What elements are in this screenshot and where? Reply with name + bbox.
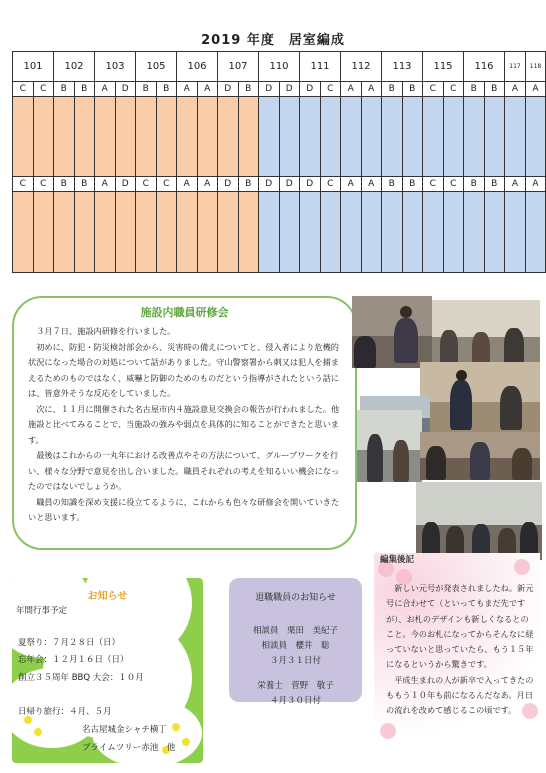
editor-afterword	[374, 553, 540, 750]
room-slot	[74, 97, 95, 177]
room-number: 118	[526, 52, 546, 82]
room-slot	[95, 192, 116, 273]
room-slot	[279, 97, 300, 177]
retirement-line: ３月３１日付	[269, 656, 321, 666]
retirement-line: 相談員 櫻井 聡	[261, 641, 330, 651]
room-slot	[74, 192, 95, 273]
notice-subheading: 年間行事予定	[16, 606, 68, 616]
room-slot	[238, 192, 259, 273]
room-code: D	[218, 177, 239, 192]
room-slot	[259, 97, 280, 177]
room-slot	[505, 97, 526, 177]
room-slot	[361, 97, 382, 177]
room-code: B	[238, 177, 259, 192]
training-photo	[432, 300, 540, 368]
retirement-line: 相談員 栗田 美紀子	[252, 626, 338, 636]
notice-line: 忘年会：１２月１６日（日）	[18, 655, 129, 665]
room-slot	[115, 97, 136, 177]
room-code: C	[136, 177, 157, 192]
room-code: A	[341, 177, 362, 192]
room-number: 117	[505, 52, 526, 82]
room-code: B	[464, 82, 485, 97]
room-code: B	[136, 82, 157, 97]
room-slot	[320, 192, 341, 273]
room-code: D	[300, 177, 321, 192]
room-code: A	[526, 82, 546, 97]
room-number-row	[13, 52, 546, 82]
room-code: D	[279, 82, 300, 97]
room-slot	[341, 192, 362, 273]
room-code: C	[33, 82, 54, 97]
training-paragraph: 初めに、防犯・防災検討部会から、災害時の備えについてと、侵入者により危機的状況になった場合の対処について話がありました。守山警察署から刺又は犯人を捕まえるためのものではなく、威嚇と防御のためのものだという指導がされたという話には、皆意外そうな反応をしていました。	[28, 341, 339, 398]
room-number: 112	[341, 52, 382, 82]
room-slot	[526, 192, 546, 273]
room-code: B	[464, 177, 485, 192]
room-code: C	[320, 82, 341, 97]
room-number: 110	[259, 52, 300, 82]
room-slot	[54, 97, 75, 177]
room-slot	[526, 97, 546, 177]
room-slot	[54, 192, 75, 273]
room-code: C	[320, 177, 341, 192]
room-code: D	[300, 82, 321, 97]
room-code: C	[13, 177, 34, 192]
notice-line: ブライムツリー赤池 他	[82, 743, 176, 753]
code-row-1	[13, 82, 546, 97]
room-number: 111	[300, 52, 341, 82]
room-code: B	[484, 82, 505, 97]
page-title: 2019 年度 居室編成	[201, 33, 345, 48]
afterword-heading: 編集後記	[380, 555, 415, 565]
room-code: A	[341, 82, 362, 97]
room-slot	[505, 192, 526, 273]
room-number: 115	[423, 52, 464, 82]
room-slot	[464, 192, 485, 273]
room-slot	[95, 97, 116, 177]
room-slot	[443, 97, 464, 177]
room-code: D	[259, 82, 280, 97]
room-code: D	[259, 177, 280, 192]
room-number: 103	[95, 52, 136, 82]
room-number: 116	[464, 52, 505, 82]
training-paragraph: 職員の知識を深め支援に役立てるように、これからも色々な研修会を開いていきたいと思います。	[28, 496, 340, 522]
room-code: B	[238, 82, 259, 97]
room-code: B	[74, 82, 95, 97]
room-code: B	[54, 82, 75, 97]
room-code: A	[197, 177, 218, 192]
room-code: D	[279, 177, 300, 192]
notice-line: 創立３５周年 BBQ 大会：１０月	[18, 673, 144, 683]
room-code: C	[423, 82, 444, 97]
room-slot	[300, 192, 321, 273]
notice-heading: お知らせ	[87, 591, 128, 602]
retirement-line: ４月３０日付	[269, 696, 321, 706]
room-slot	[382, 192, 403, 273]
room-code: C	[156, 177, 177, 192]
room-number: 106	[177, 52, 218, 82]
room-code: A	[526, 177, 546, 192]
room-code: B	[74, 177, 95, 192]
room-code: A	[361, 177, 382, 192]
room-slot	[402, 97, 423, 177]
room-code: C	[443, 82, 464, 97]
room-slot	[423, 192, 444, 273]
training-photo	[416, 482, 542, 560]
room-code: B	[54, 177, 75, 192]
room-slot	[238, 97, 259, 177]
training-paragraph: 最後はこれからの一丸年における改善点やその方法について、グループワークを行い、様々な分野で意見を出し合いました。職員それぞれの考えを知るいい機会になったのではないでしょうか。	[28, 450, 340, 491]
room-code: B	[402, 82, 423, 97]
training-photo	[420, 362, 540, 434]
room-code: A	[95, 177, 116, 192]
room-code: A	[361, 82, 382, 97]
training-photo	[357, 410, 422, 482]
room-slot	[177, 97, 198, 177]
room-code: B	[484, 177, 505, 192]
room-fill-row-1	[13, 97, 546, 177]
room-grid	[12, 51, 546, 273]
room-code: D	[218, 82, 239, 97]
room-slot	[218, 97, 239, 177]
room-code: A	[197, 82, 218, 97]
training-photo	[420, 432, 540, 480]
room-slot	[115, 192, 136, 273]
training-heading: 施設内職員研修会	[140, 306, 229, 319]
room-slot	[218, 192, 239, 273]
room-code: A	[95, 82, 116, 97]
room-slot	[156, 97, 177, 177]
room-slot	[259, 192, 280, 273]
room-slot	[33, 192, 54, 273]
room-code: B	[382, 82, 403, 97]
room-code: D	[115, 177, 136, 192]
room-code: C	[13, 82, 34, 97]
room-code: C	[33, 177, 54, 192]
retirement-line: 栄養士 菅野 敬子	[257, 681, 334, 691]
room-code: A	[177, 82, 198, 97]
room-slot	[279, 192, 300, 273]
room-number: 101	[13, 52, 54, 82]
notice-line: 日帰り旅行：４月、５月	[18, 707, 112, 717]
room-slot	[13, 97, 34, 177]
room-slot	[464, 97, 485, 177]
training-panel	[12, 296, 357, 550]
room-slot	[136, 97, 157, 177]
room-slot	[13, 192, 34, 273]
room-code: C	[443, 177, 464, 192]
notice-panel	[12, 578, 203, 763]
afterword-paragraph: 平成生まれの人が新卒で入ってきたのももう１０年も前になるんだなあ。月日の流れを改めて感じるこの頃です。	[386, 674, 534, 716]
retirement-notice	[229, 578, 362, 706]
notice-line: 名古屋城金シャチ横丁	[82, 725, 167, 735]
training-photo	[352, 296, 432, 368]
training-paragraph: 次に、１１月に開催された名古屋市内４施設意見交換会の報告が行われました。他施設と比べてみることで、当施設の強みや弱点を具体的に知ることができたと思います。	[28, 403, 340, 445]
room-fill-row-2	[13, 192, 546, 273]
code-row-2	[13, 177, 546, 192]
training-paragraph: ３月７日、施設内研修を行いました。	[36, 326, 176, 336]
room-slot	[443, 192, 464, 273]
room-slot	[484, 192, 505, 273]
room-slot	[136, 192, 157, 273]
room-slot	[341, 97, 362, 177]
room-number: 102	[54, 52, 95, 82]
room-code: B	[382, 177, 403, 192]
notice-line: 夏祭り：７月２８日（日）	[18, 638, 121, 648]
room-slot	[33, 97, 54, 177]
room-slot	[156, 192, 177, 273]
room-slot	[320, 97, 341, 177]
room-number: 105	[136, 52, 177, 82]
room-number: 113	[382, 52, 423, 82]
training-body	[28, 324, 345, 526]
room-slot	[361, 192, 382, 273]
room-code: A	[505, 177, 526, 192]
retirement-heading: 退職職員のお知らせ	[255, 593, 336, 603]
room-code: B	[156, 82, 177, 97]
room-number: 107	[218, 52, 259, 82]
room-code: D	[115, 82, 136, 97]
room-slot	[423, 97, 444, 177]
room-code: B	[402, 177, 423, 192]
room-slot	[484, 97, 505, 177]
room-code: A	[505, 82, 526, 97]
room-slot	[177, 192, 198, 273]
room-code: C	[423, 177, 444, 192]
room-slot	[382, 97, 403, 177]
room-slot	[300, 97, 321, 177]
afterword-paragraph: 新しい元号が発表されましたね。新元号に合わせて（といってもまだ先ですが）、お札のデザインも新しくなるとのこと。今のお札になってからそんなに経っていないと思っていたら、もう１５年になるというから驚きです。	[386, 583, 534, 670]
room-slot	[402, 192, 423, 273]
room-slot	[197, 97, 218, 177]
room-code: A	[177, 177, 198, 192]
room-slot	[197, 192, 218, 273]
